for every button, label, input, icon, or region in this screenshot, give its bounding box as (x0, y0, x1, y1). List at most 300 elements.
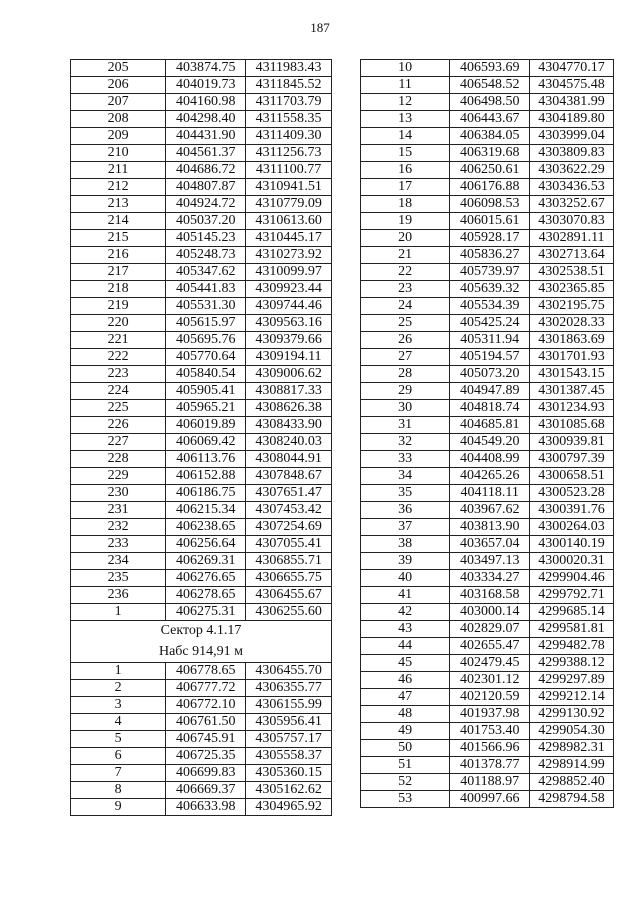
table-row (71, 94, 332, 111)
point-number: 222 (71, 349, 166, 366)
coord-x: 406176.88 (450, 179, 530, 196)
point-number: 235 (71, 570, 166, 587)
point-number: 6 (71, 748, 166, 765)
coord-x: 403334.27 (450, 570, 530, 587)
coord-x: 406152.88 (166, 468, 246, 485)
coord-x: 405905.41 (166, 383, 246, 400)
coord-x: 402301.12 (450, 672, 530, 689)
coord-x: 405311.94 (450, 332, 530, 349)
point-number: 24 (361, 298, 450, 315)
coord-y: 4308240.03 (246, 434, 332, 451)
page-number: 187 (310, 20, 330, 35)
coord-y: 4311845.52 (246, 77, 332, 94)
coord-x: 401566.96 (450, 740, 530, 757)
coord-x: 406498.50 (450, 94, 530, 111)
coord-x: 404947.89 (450, 383, 530, 400)
point-number: 42 (361, 604, 450, 621)
coord-x: 405928.17 (450, 230, 530, 247)
coord-y: 4298982.31 (530, 740, 614, 757)
coord-x: 404298.40 (166, 111, 246, 128)
table-row (361, 655, 614, 672)
point-number: 216 (71, 247, 166, 264)
coord-y: 4304381.99 (530, 94, 614, 111)
table-row (71, 128, 332, 145)
coord-y: 4304575.48 (530, 77, 614, 94)
point-number: 220 (71, 315, 166, 332)
point-number: 228 (71, 451, 166, 468)
coord-y: 4304965.92 (246, 799, 332, 816)
coord-x: 406772.10 (166, 697, 246, 714)
table-row (361, 723, 614, 740)
table-row (71, 145, 332, 162)
coord-x: 403874.75 (166, 60, 246, 77)
table-row (71, 587, 332, 604)
coord-y: 4310779.09 (246, 196, 332, 213)
table-row (361, 247, 614, 264)
point-number: 37 (361, 519, 450, 536)
table-row (361, 502, 614, 519)
point-number: 233 (71, 536, 166, 553)
point-number: 225 (71, 400, 166, 417)
point-number: 231 (71, 502, 166, 519)
coord-x: 406275.31 (166, 604, 246, 621)
coord-x: 404019.73 (166, 77, 246, 94)
point-number: 38 (361, 536, 450, 553)
coord-y: 4299054.30 (530, 723, 614, 740)
table-row (71, 519, 332, 536)
coord-x: 404118.11 (450, 485, 530, 502)
coord-x: 405840.54 (166, 366, 246, 383)
point-number: 40 (361, 570, 450, 587)
table-row (71, 349, 332, 366)
point-number: 36 (361, 502, 450, 519)
coord-x: 401753.40 (450, 723, 530, 740)
coord-x: 404924.72 (166, 196, 246, 213)
table-row (71, 60, 332, 77)
point-number: 11 (361, 77, 450, 94)
coord-y: 4305558.37 (246, 748, 332, 765)
point-number: 3 (71, 697, 166, 714)
coord-y: 4311558.35 (246, 111, 332, 128)
coord-y: 4303809.83 (530, 145, 614, 162)
section-subtitle: Набс 914,91 м (71, 642, 332, 663)
coord-y: 4302713.64 (530, 247, 614, 264)
point-number: 17 (361, 179, 450, 196)
coord-x: 402120.59 (450, 689, 530, 706)
table-row (71, 332, 332, 349)
table-row (361, 536, 614, 553)
point-number: 44 (361, 638, 450, 655)
table-row (71, 298, 332, 315)
table-row (71, 315, 332, 332)
table-row (361, 128, 614, 145)
coord-y: 4310273.92 (246, 247, 332, 264)
coord-y: 4301543.15 (530, 366, 614, 383)
coord-y: 4309006.62 (246, 366, 332, 383)
point-number: 206 (71, 77, 166, 94)
table-row (361, 60, 614, 77)
coord-y: 4306155.99 (246, 697, 332, 714)
coord-x: 405770.64 (166, 349, 246, 366)
point-number: 25 (361, 315, 450, 332)
point-number: 224 (71, 383, 166, 400)
coord-x: 403813.90 (450, 519, 530, 536)
point-number: 18 (361, 196, 450, 213)
table-row (361, 94, 614, 111)
coord-y: 4299212.14 (530, 689, 614, 706)
coord-x: 406215.34 (166, 502, 246, 519)
coord-x: 404549.20 (450, 434, 530, 451)
coord-x: 406699.83 (166, 765, 246, 782)
coord-x: 404685.81 (450, 417, 530, 434)
coord-x: 402829.07 (450, 621, 530, 638)
table-row (361, 417, 614, 434)
table-row (361, 332, 614, 349)
coord-x: 405695.76 (166, 332, 246, 349)
coord-y: 4299130.92 (530, 706, 614, 723)
table-row (361, 230, 614, 247)
table-row (71, 604, 332, 621)
point-number: 41 (361, 587, 450, 604)
point-number: 230 (71, 485, 166, 502)
coord-x: 406548.52 (450, 77, 530, 94)
table-row (361, 621, 614, 638)
coord-x: 405531.30 (166, 298, 246, 315)
table-row (361, 519, 614, 536)
coord-y: 4299904.46 (530, 570, 614, 587)
point-number: 12 (361, 94, 450, 111)
table-row (361, 264, 614, 281)
coord-x: 402655.47 (450, 638, 530, 655)
coord-x: 403168.58 (450, 587, 530, 604)
table-row (71, 714, 332, 731)
point-number: 16 (361, 162, 450, 179)
point-number: 7 (71, 765, 166, 782)
coord-y: 4303070.83 (530, 213, 614, 230)
coord-y: 4309923.44 (246, 281, 332, 298)
coord-x: 405534.39 (450, 298, 530, 315)
left-table-body-bottom (71, 663, 332, 816)
coord-x: 404408.99 (450, 451, 530, 468)
coord-x: 406777.72 (166, 680, 246, 697)
point-number: 32 (361, 434, 450, 451)
coord-x: 406384.05 (450, 128, 530, 145)
coord-y: 4308433.90 (246, 417, 332, 434)
coord-y: 4311409.30 (246, 128, 332, 145)
point-number: 217 (71, 264, 166, 281)
table-row (361, 587, 614, 604)
table-row (71, 799, 332, 816)
right-table-body (361, 60, 614, 808)
coord-y: 4303622.29 (530, 162, 614, 179)
table-row (71, 434, 332, 451)
point-number: 49 (361, 723, 450, 740)
coord-y: 4300020.31 (530, 553, 614, 570)
table-row (71, 213, 332, 230)
coord-y: 4303999.04 (530, 128, 614, 145)
table-row (361, 774, 614, 791)
point-number: 9 (71, 799, 166, 816)
coord-y: 4310099.97 (246, 264, 332, 281)
table-row (71, 162, 332, 179)
table-row (361, 366, 614, 383)
coord-y: 4305360.15 (246, 765, 332, 782)
point-number: 8 (71, 782, 166, 799)
coord-y: 4306455.67 (246, 587, 332, 604)
table-row (361, 145, 614, 162)
coord-y: 4308044.91 (246, 451, 332, 468)
coord-x: 406633.98 (166, 799, 246, 816)
coord-x: 405639.32 (450, 281, 530, 298)
table-row (361, 706, 614, 723)
coord-y: 4298852.40 (530, 774, 614, 791)
coord-y: 4304189.80 (530, 111, 614, 128)
table-row (361, 281, 614, 298)
coord-y: 4301387.45 (530, 383, 614, 400)
point-number: 209 (71, 128, 166, 145)
table-row (361, 400, 614, 417)
table-row (71, 536, 332, 553)
coord-y: 4305162.62 (246, 782, 332, 799)
coord-y: 4309379.66 (246, 332, 332, 349)
point-number: 212 (71, 179, 166, 196)
table-row (71, 731, 332, 748)
point-number: 205 (71, 60, 166, 77)
coord-y: 4299685.14 (530, 604, 614, 621)
table-row (71, 281, 332, 298)
table-row (71, 468, 332, 485)
table-row (361, 298, 614, 315)
section-title-row (71, 621, 332, 642)
point-number: 210 (71, 145, 166, 162)
coord-x: 405739.97 (450, 264, 530, 281)
coordinates-table-right (360, 59, 614, 808)
table-row (71, 264, 332, 281)
table-row (71, 383, 332, 400)
coord-y: 4309194.11 (246, 349, 332, 366)
table-row (361, 349, 614, 366)
coord-x: 406250.61 (450, 162, 530, 179)
table-row (71, 485, 332, 502)
coord-y: 4301863.69 (530, 332, 614, 349)
point-number: 50 (361, 740, 450, 757)
table-row (361, 162, 614, 179)
point-number: 23 (361, 281, 450, 298)
point-number: 226 (71, 417, 166, 434)
coord-y: 4302538.51 (530, 264, 614, 281)
coord-x: 406276.65 (166, 570, 246, 587)
table-row (71, 748, 332, 765)
coord-y: 4300264.03 (530, 519, 614, 536)
coord-x: 401937.98 (450, 706, 530, 723)
point-number: 214 (71, 213, 166, 230)
table-row (71, 196, 332, 213)
coord-y: 4310613.60 (246, 213, 332, 230)
table-row (361, 434, 614, 451)
coord-y: 4302028.33 (530, 315, 614, 332)
coord-x: 405615.97 (166, 315, 246, 332)
coord-y: 4305956.41 (246, 714, 332, 731)
coord-x: 404265.26 (450, 468, 530, 485)
coord-x: 405836.27 (450, 247, 530, 264)
table-row (71, 553, 332, 570)
table-row (361, 179, 614, 196)
coord-x: 403967.62 (450, 502, 530, 519)
coord-y: 4306255.60 (246, 604, 332, 621)
coord-x: 406015.61 (450, 213, 530, 230)
coord-y: 4307055.41 (246, 536, 332, 553)
point-number: 208 (71, 111, 166, 128)
coord-y: 4303436.53 (530, 179, 614, 196)
point-number: 14 (361, 128, 450, 145)
coord-y: 4306855.71 (246, 553, 332, 570)
coord-y: 4307453.42 (246, 502, 332, 519)
coord-x: 406725.35 (166, 748, 246, 765)
point-number: 20 (361, 230, 450, 247)
point-number: 28 (361, 366, 450, 383)
coord-y: 4309744.46 (246, 298, 332, 315)
table-row (361, 196, 614, 213)
table-row (361, 485, 614, 502)
point-number: 15 (361, 145, 450, 162)
coord-y: 4310445.17 (246, 230, 332, 247)
coord-x: 405145.23 (166, 230, 246, 247)
point-number: 211 (71, 162, 166, 179)
table-row (361, 451, 614, 468)
coord-x: 405037.20 (166, 213, 246, 230)
coord-y: 4301085.68 (530, 417, 614, 434)
coord-x: 406669.37 (166, 782, 246, 799)
table-row (71, 765, 332, 782)
section-caption (71, 621, 332, 663)
table-row (71, 502, 332, 519)
coord-x: 404807.87 (166, 179, 246, 196)
coord-x: 406593.69 (450, 60, 530, 77)
coord-y: 4300140.19 (530, 536, 614, 553)
coord-x: 405073.20 (450, 366, 530, 383)
coord-y: 4308817.33 (246, 383, 332, 400)
coord-x: 405194.57 (450, 349, 530, 366)
point-number: 10 (361, 60, 450, 77)
coord-x: 404686.72 (166, 162, 246, 179)
table-row (71, 179, 332, 196)
table-row (361, 213, 614, 230)
point-number: 19 (361, 213, 450, 230)
point-number: 229 (71, 468, 166, 485)
coord-y: 4311983.43 (246, 60, 332, 77)
point-number: 13 (361, 111, 450, 128)
table-row (71, 451, 332, 468)
table-row (361, 638, 614, 655)
coord-y: 4300797.39 (530, 451, 614, 468)
point-number: 4 (71, 714, 166, 731)
table-row (361, 672, 614, 689)
table-row (361, 468, 614, 485)
point-number: 30 (361, 400, 450, 417)
table-row (361, 315, 614, 332)
coord-y: 4311703.79 (246, 94, 332, 111)
coord-y: 4311100.77 (246, 162, 332, 179)
table-row (71, 77, 332, 94)
coord-x: 406278.65 (166, 587, 246, 604)
coord-y: 4307651.47 (246, 485, 332, 502)
table-row (71, 417, 332, 434)
table-row (361, 383, 614, 400)
point-number: 21 (361, 247, 450, 264)
point-number: 218 (71, 281, 166, 298)
coord-y: 4300523.28 (530, 485, 614, 502)
coord-y: 4309563.16 (246, 315, 332, 332)
point-number: 35 (361, 485, 450, 502)
coord-y: 4306655.75 (246, 570, 332, 587)
coord-x: 400997.66 (450, 791, 530, 808)
coord-y: 4299792.71 (530, 587, 614, 604)
point-number: 213 (71, 196, 166, 213)
coord-y: 4303252.67 (530, 196, 614, 213)
point-number: 236 (71, 587, 166, 604)
coord-x: 405965.21 (166, 400, 246, 417)
coord-y: 4307848.67 (246, 468, 332, 485)
coord-y: 4300658.51 (530, 468, 614, 485)
table-row (71, 230, 332, 247)
coord-x: 405347.62 (166, 264, 246, 281)
coord-x: 405425.24 (450, 315, 530, 332)
coordinates-table-left (70, 59, 332, 816)
table-row (361, 740, 614, 757)
table-row (361, 604, 614, 621)
table-row (361, 791, 614, 808)
coord-y: 4304770.17 (530, 60, 614, 77)
coord-x: 404818.74 (450, 400, 530, 417)
coord-x: 401188.97 (450, 774, 530, 791)
coord-y: 4301701.93 (530, 349, 614, 366)
table-row (361, 553, 614, 570)
coord-x: 406443.67 (450, 111, 530, 128)
point-number: 232 (71, 519, 166, 536)
point-number: 34 (361, 468, 450, 485)
coord-y: 4307254.69 (246, 519, 332, 536)
point-number: 43 (361, 621, 450, 638)
point-number: 39 (361, 553, 450, 570)
section-subtitle-row (71, 642, 332, 663)
point-number: 52 (361, 774, 450, 791)
coord-y: 4306455.70 (246, 663, 332, 680)
point-number: 215 (71, 230, 166, 247)
coord-y: 4298794.58 (530, 791, 614, 808)
coord-x: 405441.83 (166, 281, 246, 298)
coord-y: 4298914.99 (530, 757, 614, 774)
point-number: 223 (71, 366, 166, 383)
table-row (71, 247, 332, 264)
coord-x: 403657.04 (450, 536, 530, 553)
coord-y: 4299297.89 (530, 672, 614, 689)
table-row (71, 111, 332, 128)
coord-x: 402479.45 (450, 655, 530, 672)
coord-x: 405248.73 (166, 247, 246, 264)
coord-x: 406113.76 (166, 451, 246, 468)
point-number: 48 (361, 706, 450, 723)
coord-x: 406319.68 (450, 145, 530, 162)
coord-y: 4305757.17 (246, 731, 332, 748)
coord-x: 406186.75 (166, 485, 246, 502)
table-row (361, 77, 614, 94)
coord-x: 403000.14 (450, 604, 530, 621)
coord-x: 406778.65 (166, 663, 246, 680)
coord-y: 4301234.93 (530, 400, 614, 417)
coord-y: 4302195.75 (530, 298, 614, 315)
point-number: 207 (71, 94, 166, 111)
coord-y: 4310941.51 (246, 179, 332, 196)
